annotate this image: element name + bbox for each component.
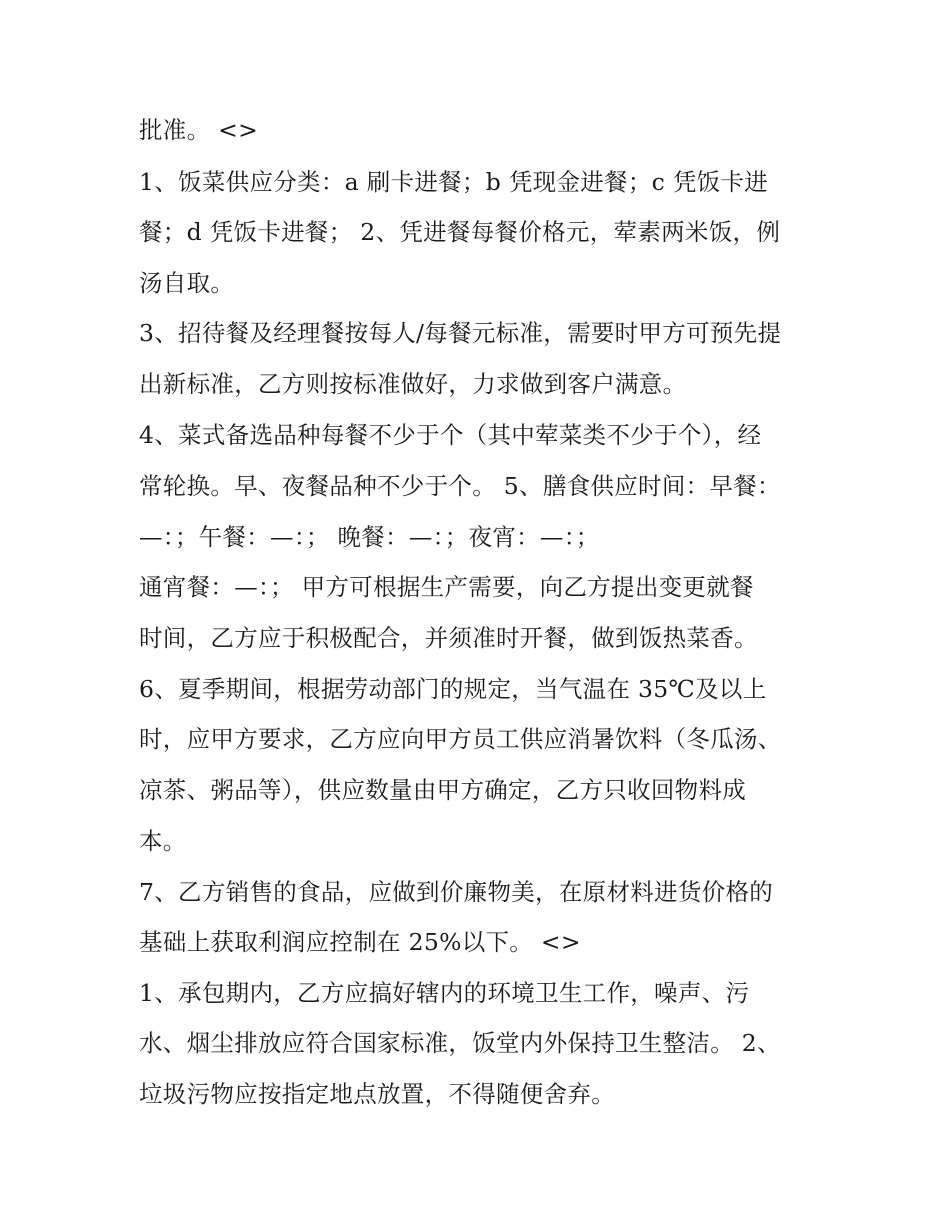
text-line: 1、承包期内，乙方应搞好辖内的环境卫生工作，噪声、污 xyxy=(139,979,750,1007)
text-line: 7、乙方销售的食品，应做到价廉物美，在原材料进货价格的 xyxy=(139,878,774,906)
text-line: 基础上获取利润应控制在 25%以下。 <> xyxy=(139,928,581,956)
text-line: 汤自取。 xyxy=(139,269,235,297)
text-line: 批准。 <> xyxy=(139,116,259,144)
text-line: 垃圾污物应按指定地点放置，不得随便舍弃。 xyxy=(139,1080,615,1108)
text-line: 本。 xyxy=(139,827,187,855)
text-line: 餐；d 凭饭卡进餐； 2、凭进餐每餐价格元，荤素两米饭，例 xyxy=(139,218,781,246)
text-line: 常轮换。早、夜餐品种不少于个。 5、膳食供应时间：早餐： xyxy=(139,472,781,500)
text-line: 水、烟尘排放应符合国家标准，饭堂内外保持卫生整洁。 2、 xyxy=(139,1029,781,1057)
text-line: 时，应甲方要求，乙方应向甲方员工供应消暑饮料（冬瓜汤、 xyxy=(139,725,782,753)
text-line: 1、饭菜供应分类：a 刷卡进餐；b 凭现金进餐；c 凭饭卡进 xyxy=(139,168,769,196)
text-line: 出新标准，乙方则按标准做好，力求做到客户满意。 xyxy=(139,370,687,398)
text-line: 3、招待餐及经理餐按每人/每餐元标准，需要时甲方可预先提 xyxy=(139,319,782,347)
text-line: 凉茶、粥品等），供应数量由甲方确定，乙方只收回物料成 xyxy=(139,776,747,804)
text-line: 6、夏季期间，根据劳动部门的规定，当气温在 35℃及以上 xyxy=(139,675,767,703)
text-line: 通宵餐：—：； 甲方可根据生产需要，向乙方提出变更就餐 xyxy=(139,573,754,601)
text-line: —：；午餐：—：； 晚餐：—：；夜宵：—：； xyxy=(139,523,600,551)
text-line: 4、菜式备选品种每餐不少于个（其中荤菜类不少于个），经 xyxy=(139,421,762,449)
text-line: 时间，乙方应于积极配合，并须准时开餐，做到饭热菜香。 xyxy=(139,624,758,652)
